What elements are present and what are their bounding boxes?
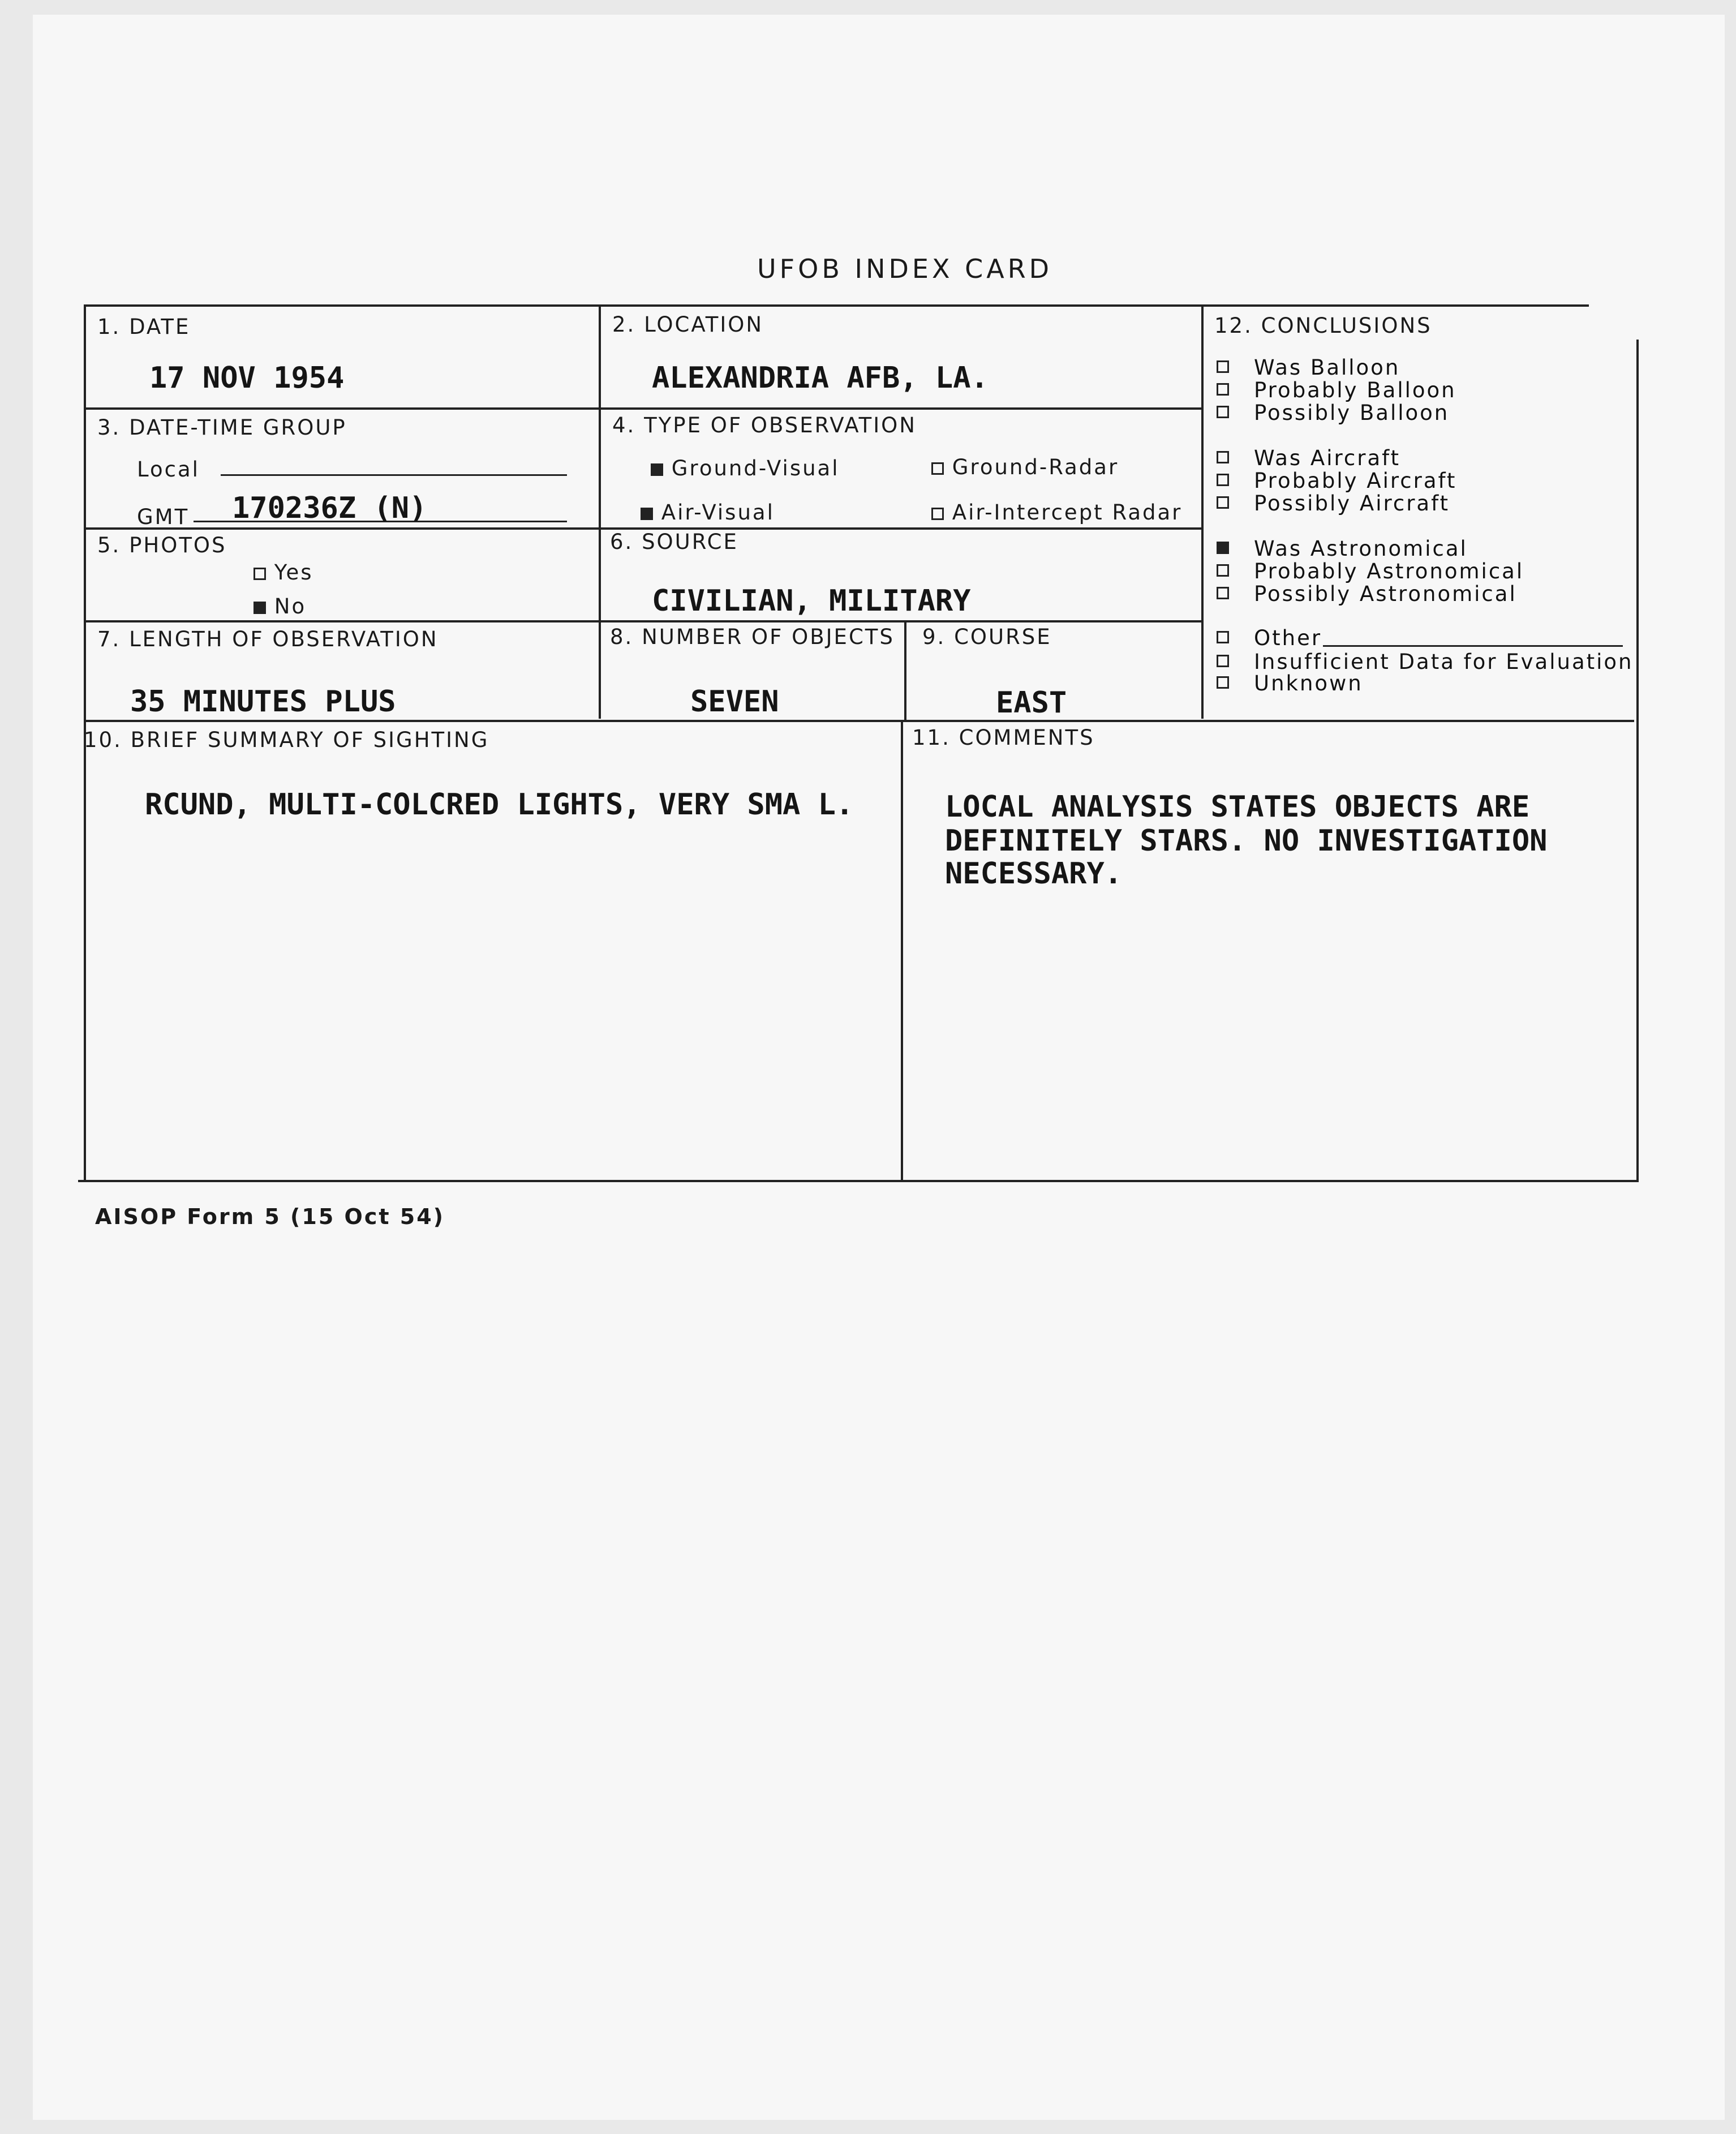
was-aircraft-checkbox[interactable]	[1217, 451, 1229, 463]
card-title: UFOB INDEX CARD	[757, 254, 1053, 284]
conclusion-was-aircraft[interactable]	[1217, 446, 1400, 470]
ground-visual-checkbox[interactable]	[651, 463, 663, 476]
unknown-label: Unknown	[1254, 671, 1363, 695]
photos-yes-label: Yes	[274, 560, 313, 585]
course-label: 9. COURSE	[922, 625, 1052, 649]
other-label: Other	[1254, 626, 1322, 650]
insufficient-data-checkbox[interactable]	[1217, 655, 1229, 667]
form-id: AISOP Form 5 (15 Oct 54)	[95, 1204, 445, 1229]
option-ground-radar[interactable]	[931, 455, 1119, 479]
conclusion-probably-aircraft[interactable]	[1217, 469, 1456, 493]
gmt-value: 170236Z (N)	[232, 491, 427, 525]
photos-yes-checkbox[interactable]	[253, 568, 266, 580]
probably-balloon-label: Probably Balloon	[1254, 378, 1456, 402]
photos-no-label: No	[274, 594, 307, 619]
was-balloon-label: Was Balloon	[1254, 355, 1400, 380]
conclusion-unknown[interactable]	[1217, 671, 1363, 695]
option-air-visual[interactable]	[641, 500, 775, 525]
possibly-aircraft-label: Possibly Aircraft	[1254, 491, 1450, 516]
ground-visual-label: Ground-Visual	[671, 456, 840, 480]
conclusion-insufficient-data[interactable]	[1217, 650, 1634, 674]
number-of-objects-label: 8. NUMBER OF OBJECTS	[610, 625, 895, 649]
air-visual-label: Air-Visual	[661, 500, 775, 525]
option-air-intercept-radar[interactable]	[931, 500, 1182, 525]
conclusion-possibly-aircraft[interactable]	[1217, 491, 1450, 516]
probably-astronomical-checkbox[interactable]	[1217, 564, 1229, 577]
index-card-sheet	[33, 15, 1725, 2120]
local-label: Local	[137, 457, 200, 482]
row-divider-1	[84, 407, 1201, 410]
option-photos-yes[interactable]	[253, 560, 313, 585]
probably-aircraft-label: Probably Aircraft	[1254, 469, 1457, 493]
date-time-group-label: 3. DATE-TIME GROUP	[97, 415, 347, 440]
col-divider-d	[901, 720, 903, 1182]
unknown-checkbox[interactable]	[1217, 676, 1229, 689]
comments-label: 11. COMMENTS	[912, 725, 1095, 750]
source-value: CIVILIAN, MILITARY	[652, 584, 971, 618]
insufficient-data-label: Insufficient Data for Evaluation	[1254, 650, 1634, 674]
probably-astronomical-label: Probably Astronomical	[1254, 559, 1524, 583]
photos-no-checkbox[interactable]	[253, 602, 266, 614]
probably-aircraft-checkbox[interactable]	[1217, 474, 1229, 486]
ground-radar-label: Ground-Radar	[952, 455, 1119, 479]
gmt-label: GMT	[137, 505, 190, 529]
conclusion-other[interactable]	[1217, 626, 1322, 650]
conclusion-was-balloon[interactable]	[1217, 355, 1400, 380]
brief-summary-value: RCUND, MULTI-COLCRED LIGHTS, VERY SMA L.	[145, 788, 854, 822]
was-aircraft-label: Was Aircraft	[1254, 446, 1401, 470]
other-checkbox[interactable]	[1217, 631, 1229, 643]
conclusion-was-astronomical[interactable]	[1217, 536, 1468, 561]
conclusion-possibly-astronomical[interactable]	[1217, 582, 1517, 606]
comments-line-1: LOCAL ANALYSIS STATES OBJECTS ARE	[945, 790, 1530, 824]
location-value: ALEXANDRIA AFB, LA.	[652, 361, 989, 395]
col-divider-a	[599, 304, 601, 719]
course-value: EAST	[996, 686, 1067, 720]
possibly-balloon-checkbox[interactable]	[1217, 406, 1229, 418]
length-of-observation-label: 7. LENGTH OF OBSERVATION	[97, 627, 439, 651]
photos-label: 5. PHOTOS	[97, 533, 227, 557]
date-value: 17 NOV 1954	[149, 361, 345, 395]
possibly-astronomical-label: Possibly Astronomical	[1254, 582, 1517, 606]
col-divider-b	[1201, 304, 1204, 719]
other-underline	[1323, 645, 1623, 647]
comments-line-3: NECESSARY.	[945, 857, 1123, 891]
possibly-aircraft-checkbox[interactable]	[1217, 496, 1229, 509]
conclusion-probably-balloon[interactable]	[1217, 378, 1456, 402]
ground-radar-checkbox[interactable]	[931, 462, 944, 475]
brief-summary-label: 10. BRIEF SUMMARY OF SIGHTING	[84, 728, 489, 752]
local-underline	[221, 474, 567, 476]
probably-balloon-checkbox[interactable]	[1217, 383, 1229, 396]
option-ground-visual[interactable]	[651, 456, 840, 480]
col-divider-c	[904, 620, 906, 720]
conclusions-label: 12. CONCLUSIONS	[1214, 314, 1432, 338]
possibly-balloon-label: Possibly Balloon	[1254, 401, 1450, 425]
source-label: 6. SOURCE	[610, 530, 738, 554]
was-balloon-checkbox[interactable]	[1217, 360, 1229, 373]
was-astronomical-checkbox[interactable]	[1217, 542, 1229, 554]
air-intercept-radar-label: Air-Intercept Radar	[952, 500, 1183, 525]
air-visual-checkbox[interactable]	[641, 508, 653, 520]
type-of-observation-label: 4. TYPE OF OBSERVATION	[612, 413, 917, 437]
row-divider-3	[84, 620, 1201, 622]
conclusion-possibly-balloon[interactable]	[1217, 401, 1449, 425]
was-astronomical-label: Was Astronomical	[1254, 536, 1468, 561]
number-of-objects-value: SEVEN	[690, 685, 779, 719]
option-photos-no[interactable]	[253, 594, 306, 619]
air-intercept-radar-checkbox[interactable]	[931, 508, 944, 520]
possibly-astronomical-checkbox[interactable]	[1217, 587, 1229, 599]
date-label: 1. DATE	[97, 315, 191, 339]
top-border	[84, 304, 1589, 307]
location-label: 2. LOCATION	[612, 312, 764, 337]
row-divider-4	[84, 720, 1634, 722]
conclusion-probably-astronomical[interactable]	[1217, 559, 1524, 583]
length-of-observation-value: 35 MINUTES PLUS	[130, 685, 396, 719]
comments-line-2: DEFINITELY STARS. NO INVESTIGATION	[945, 824, 1548, 858]
right-border	[1636, 340, 1639, 1182]
bottom-border	[78, 1180, 1639, 1182]
